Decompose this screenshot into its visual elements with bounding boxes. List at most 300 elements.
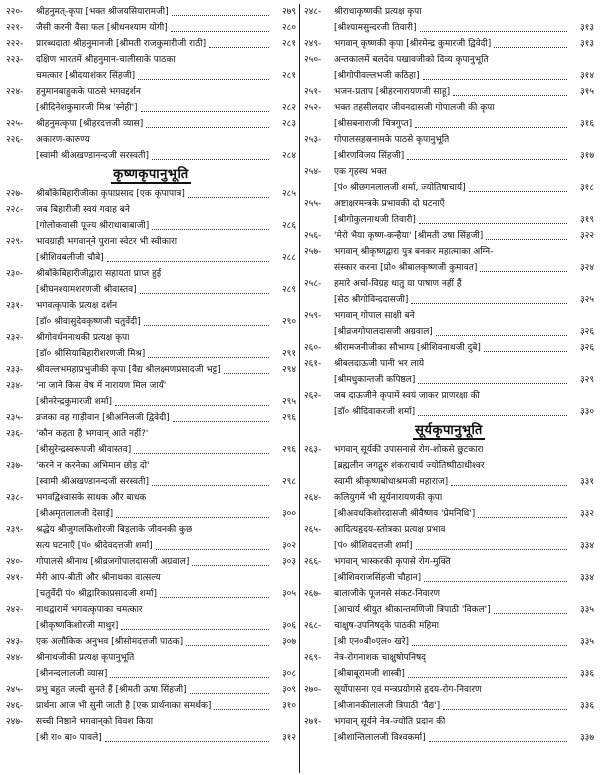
dot-leader [110, 676, 269, 678]
entry-number: २५९- [304, 311, 322, 321]
toc-entry[interactable] [304, 586, 594, 602]
entry-number: २६९- [304, 653, 322, 663]
dot-leader [140, 292, 269, 294]
toc-entry-continuation[interactable] [6, 250, 296, 266]
entry-title: व्रजका वह गाड़ीवान [श्रीअनिलजी द्विवेदी] [36, 413, 170, 423]
entry-number: २६६- [304, 557, 322, 567]
dot-leader [469, 190, 567, 192]
dot-leader [412, 644, 567, 646]
toc-entry-continuation[interactable] [304, 666, 594, 682]
toc-entry-continuation[interactable] [6, 474, 296, 490]
toc-entry-continuation[interactable] [6, 730, 296, 746]
dot-leader [144, 324, 269, 326]
toc-entry-continuation[interactable] [304, 372, 594, 388]
toc-entry[interactable] [6, 698, 296, 714]
page-number: ३०३ [281, 557, 296, 567]
toc-entry-continuation[interactable] [304, 458, 594, 474]
toc-entry[interactable] [6, 132, 296, 148]
toc-entry[interactable] [6, 490, 296, 506]
entry-title: जैसी करनी वैसा फल [श्रीधनश्याम योगी] [36, 23, 168, 33]
toc-entry[interactable] [304, 356, 594, 372]
toc-entry[interactable] [6, 378, 296, 394]
entry-title: श्रीबलदाऊजी पानी भर लाये [334, 359, 425, 369]
entry-title: [श्रीजानकीलालजी त्रिपाठी 'वैद्य'] [334, 701, 441, 711]
dot-leader [419, 222, 567, 224]
entry-title: दक्षिण भारतमें श्रीहनुमान-चालीसाके पाठका [36, 55, 176, 65]
entry-number: २६१- [304, 359, 322, 369]
toc-entry-continuation[interactable] [304, 570, 594, 586]
section-heading-text: सूर्यकृपानुभूति [415, 423, 483, 438]
page-number: २८४ [281, 151, 296, 161]
entry-number: २६७- [304, 589, 322, 599]
toc-entry[interactable] [304, 442, 594, 458]
toc-entry[interactable] [304, 618, 594, 634]
dot-leader [478, 516, 567, 518]
toc-entry[interactable] [304, 714, 594, 730]
page-number: ३०९ [281, 685, 296, 695]
page-number: ३३१ [579, 477, 594, 487]
entry-title: 'कौन कहता है भगवान् आते नहीं?' [36, 429, 149, 439]
dot-leader [148, 356, 269, 358]
toc-entry-continuation[interactable] [304, 730, 594, 746]
entry-title: सच्ची निष्ठाने भगवान्‌को विवश किया [36, 717, 154, 727]
toc-entry-continuation[interactable] [304, 602, 594, 618]
toc-entry[interactable] [304, 276, 594, 292]
dot-leader [486, 238, 567, 240]
entry-title: कलियुगमें भी सूर्यनारायणकी कृपा [334, 493, 443, 503]
toc-entry[interactable] [304, 340, 594, 356]
toc-entry-continuation[interactable] [304, 20, 594, 36]
entry-number: २३३- [6, 365, 24, 375]
entry-title: श्रद्धेय श्रीजुगलकिशोरजी बिड़लाके जीवनकी कुछ [36, 525, 193, 535]
toc-entry-continuation[interactable] [6, 148, 296, 164]
page-number: ३३७ [579, 733, 594, 743]
entry-number: २६४- [304, 493, 322, 503]
page-number: ३१२ [281, 733, 296, 743]
entry-number: २७१- [304, 717, 322, 727]
dot-leader [416, 548, 567, 550]
toc-entry-continuation[interactable] [304, 324, 594, 340]
dot-leader [141, 110, 269, 112]
dot-leader [160, 596, 269, 598]
entry-title: [श्री एन०बी०एल० खरे] [334, 637, 410, 647]
entry-number: २४८- [304, 7, 322, 17]
entry-number: २५२- [304, 103, 322, 113]
entry-title: चाक्षुष-उपनिषद्के पाठकी महिमा [334, 621, 440, 631]
entry-title: एक गृहस्थ भक्त [334, 167, 387, 177]
toc-entry[interactable] [6, 458, 296, 474]
entry-title: प्रारब्धदाता श्रीहनुमानजी [श्रीमती राजकुमारीजी राठी] [36, 39, 207, 49]
entry-title: [श्रीश्यामसुन्दरजी तिवारी] [334, 23, 417, 33]
entry-title: श्रीगोवर्धननाथकी प्रत्यक्ष कृपा [36, 333, 130, 343]
entry-number: २२३- [6, 55, 24, 65]
dot-leader [451, 484, 567, 486]
toc-entry[interactable] [304, 682, 594, 698]
toc-entry[interactable] [6, 116, 296, 132]
dot-leader [116, 516, 269, 518]
entry-title: [श्रीशिवबलीजी चौबे] [36, 253, 104, 263]
dot-leader [224, 372, 269, 374]
entry-title: सूर्योपासना एवं मन्त्रप्रयोगसे हृदय-रोग-निवारण [334, 685, 482, 695]
entry-title: [श्रीशान्तिलालजी विश्वकर्मा] [334, 733, 426, 743]
toc-entry[interactable] [304, 308, 594, 324]
page-number: २८८ [281, 253, 296, 263]
entry-title: [डॉ० श्रीवासुदेवकृष्णजी चतुर्वेदी] [36, 317, 141, 327]
entry-title: चमत्कार [श्रीदयाशंकर सिंहजी] [36, 71, 136, 81]
toc-entry[interactable] [6, 84, 296, 100]
page-number: ३१५ [579, 87, 594, 97]
toc-entry-continuation[interactable] [304, 538, 594, 554]
entry-title: [श्रीघनश्यामशरणजी श्रीवास्तव] [36, 285, 137, 295]
entry-title: अकारण-कारुण्य [36, 135, 90, 145]
entry-title: भावग्राही भगवान्‌ने पुराना स्वेटर भी स्वीकारा [36, 237, 178, 247]
entry-title: भक्त तहसीलदार जीवनदासजी गोपालजी की कृपा [334, 103, 495, 113]
entry-title: श्रीहनुमत्-कृपा [भक्त श्रीजयसियारामजी] [36, 7, 169, 17]
toc-entry[interactable] [6, 602, 296, 618]
entry-number: २४९- [304, 39, 322, 49]
toc-entry[interactable] [304, 490, 594, 506]
entry-number: २३१- [6, 301, 24, 311]
page-number: ३३६ [579, 701, 594, 711]
toc-entry[interactable] [6, 570, 296, 586]
toc-entry[interactable] [304, 522, 594, 538]
page-number: २९० [281, 317, 296, 327]
entry-number: २४२- [6, 605, 24, 615]
entry-number: २५४- [304, 167, 322, 177]
toc-entry[interactable] [6, 234, 296, 250]
page-number: २८९ [281, 285, 296, 295]
entry-title: [श्रीमधुकान्तजी कपिष्ठल] [334, 375, 416, 385]
entry-title: [श्रीअवधकिशोरदासजी श्रीवैष्णव 'प्रेमनिधि'] [334, 509, 476, 519]
entry-title: भजन-प्रताप [श्रीहरनारायणजी साहू] [334, 87, 451, 97]
dot-leader [415, 126, 567, 128]
entry-title: गोपालसहस्रनामके पाठसे कृपानुभूति [334, 135, 450, 145]
toc-entry[interactable] [6, 426, 296, 442]
dot-leader [418, 382, 567, 384]
toc-entry[interactable] [304, 554, 594, 570]
dot-leader [190, 692, 269, 694]
toc-entry-continuation[interactable] [6, 282, 296, 298]
toc-entry-continuation[interactable] [304, 698, 594, 714]
entry-number: २६८- [304, 621, 322, 631]
dot-leader [418, 414, 567, 416]
page-number: ३१६ [579, 119, 594, 129]
dot-leader [121, 628, 269, 630]
entry-title: मेरी आप-बीती और श्रीनाथका वात्सल्य [36, 573, 161, 583]
dot-leader [424, 580, 567, 582]
page-number: ३१८ [579, 183, 594, 193]
entry-number: २२१- [6, 23, 24, 33]
toc-entry[interactable] [6, 522, 296, 538]
toc-entry[interactable] [6, 202, 296, 218]
section-heading [304, 420, 594, 442]
entry-title: सत्य घटनाएँ [पं० श्रीदेवदत्तजी शर्मा] [36, 541, 153, 551]
entry-title: [आचार्य श्रीयुत श्रीकान्तमणिजी त्रिपाठी 'विकल'] [334, 605, 491, 615]
entry-title: 'ना जाने किस वेष में नारायण मिल जायँ' [36, 381, 167, 391]
page-number: ३१९ [579, 215, 594, 225]
entry-title: भगवान् श्रीकृष्णद्वारा पुत्र बनकर महात्माका अग्नि- [334, 247, 494, 257]
toc-entry[interactable] [6, 650, 296, 666]
toc-entry[interactable] [6, 330, 296, 346]
dot-leader [115, 404, 269, 406]
entry-title: [श्रीदिनेशकुमारजी मिश्र 'स्नेही'] [36, 103, 138, 113]
toc-entry[interactable] [6, 410, 296, 426]
entry-title: संस्कार करना [प्रो० श्रीबालकृष्णजी कुमावत] [334, 263, 478, 273]
toc-entry-continuation[interactable] [304, 68, 594, 84]
dot-leader [484, 350, 567, 352]
entry-number: २२६- [6, 135, 24, 145]
entry-number: २३०- [6, 269, 24, 279]
entry-title: [ब्रह्मलीन जगद्गुरु शंकराचार्य ज्योतिष्पीठाधीश्वर [334, 461, 485, 471]
toc-entry-continuation[interactable] [304, 212, 594, 228]
dot-leader [420, 30, 568, 32]
toc-entry[interactable] [304, 196, 594, 212]
toc-entry-continuation[interactable] [6, 666, 296, 682]
entry-title: अन्तकालमें बलदेव पखावजीको दिव्य कृपानुभूति [334, 55, 489, 65]
dot-leader [411, 302, 567, 304]
page-number: ३३२ [579, 509, 594, 519]
dot-leader [186, 644, 269, 646]
toc-entry-continuation[interactable] [304, 180, 594, 196]
toc-entry-continuation[interactable] [304, 404, 594, 420]
toc-entry[interactable] [6, 298, 296, 314]
page-number: ३३५ [579, 605, 594, 615]
entry-number: २४७- [6, 717, 24, 727]
entry-title: [श्रीबाबूरामजी शास्त्री] [334, 669, 405, 679]
page-number: ३१३ [579, 23, 594, 33]
toc-entry-continuation[interactable] [6, 100, 296, 116]
dot-leader [156, 548, 269, 550]
entry-title: अष्टाक्षरमन्त्रके प्रभावकी दो घटनाएँ [334, 199, 445, 209]
toc-entry[interactable] [6, 714, 296, 730]
page-number: ३३५ [579, 637, 594, 647]
entry-number: २७०- [304, 685, 322, 695]
page-number: २९५ [281, 397, 296, 407]
entry-number: २४४- [6, 653, 24, 663]
dot-leader [172, 14, 269, 16]
entry-title: जब बिहारीजी स्वयं गवाह बने [36, 205, 130, 215]
entry-title: श्रीराधाकृष्णकी प्रत्यक्ष कृपा [334, 7, 422, 17]
entry-title: [श्रीसुरेन्द्रस्वरूपजी श्रीवास्तव] [36, 445, 132, 455]
dot-leader [107, 260, 269, 262]
page-number: ३२६ [579, 327, 594, 337]
page-number: ३२६ [579, 343, 594, 353]
entry-title: [श्रीशिवराजसिंहजी चौहान] [334, 573, 422, 583]
dot-leader [146, 126, 269, 128]
toc-entry-continuation[interactable] [304, 116, 594, 132]
toc-entry-continuation[interactable] [304, 506, 594, 522]
entry-title: भगवद्विश्वासके साधक और बाधक [36, 493, 147, 503]
toc-entry[interactable] [6, 682, 296, 698]
dot-leader [173, 420, 269, 422]
entry-title: श्रीनाथजीकी प्रत्यक्ष कृपानुभूति [36, 653, 135, 663]
entry-number: २४०- [6, 557, 24, 567]
section-heading-text: कृष्णकृपानुभूति [113, 167, 189, 182]
toc-entry[interactable] [304, 36, 594, 52]
entry-title: भगवान् गोपाल साक्षी बने [334, 311, 415, 321]
page-number: ३२२ [579, 231, 594, 241]
entry-title: प्रार्थना आज भी सुनी जाती है [एक प्रार्थनाका समर्थक] [36, 701, 212, 711]
entry-title: [स्वामी श्रीअखण्डानन्दजी सरस्वती] [36, 151, 149, 161]
toc-entry-continuation[interactable] [304, 148, 594, 164]
toc-entry-continuation[interactable] [304, 292, 594, 308]
toc-entry[interactable] [304, 244, 594, 260]
entry-title: [पं० श्रीशिवदत्तजी शर्मा] [334, 541, 413, 551]
entry-number: २४५- [6, 685, 24, 695]
dot-leader [443, 708, 567, 710]
entry-title: [डॉ० श्रीदिवाकरजी शर्मा] [334, 407, 416, 417]
page-number: ३१४ [579, 71, 594, 81]
entry-number: २६२- [304, 391, 322, 401]
page-number: २८१ [281, 39, 296, 49]
entry-title: [श्रीनरेन्द्रकुमारजी शर्मा] [36, 397, 112, 407]
entry-title: [श्रीनन्दलालजी व्यास] [36, 669, 108, 679]
entry-title: [श्रीसबनाराजी चित्रगुप्त] [334, 119, 413, 129]
dot-leader [429, 740, 567, 742]
page-number: ३०२ [281, 541, 296, 551]
entry-title: [श्री रा० बा० पावले] [36, 733, 102, 743]
page-number: २८५ [281, 189, 296, 199]
dot-leader [453, 94, 567, 96]
toc-entry[interactable] [304, 84, 594, 100]
entry-title: [श्रीरणविजय सिंहजी] [334, 151, 405, 161]
entry-number: २२२- [6, 39, 24, 49]
entry-title: गोपालसे श्रीनाथ [श्रीव्रजगोपालदासजी अग्रवाल] [36, 557, 190, 567]
toc-entry-continuation[interactable] [6, 218, 296, 234]
entry-number: २५३- [304, 135, 322, 145]
entry-number: २५१- [304, 87, 322, 97]
toc-entry[interactable] [304, 164, 594, 180]
entry-number: २३२- [6, 333, 24, 343]
dot-leader [138, 78, 269, 80]
entry-title: 'मेरो भैया कृष्ण-कन्हैया' [श्रीमती उषा सिंहजी] [334, 231, 484, 241]
entry-number: २४६- [6, 701, 24, 711]
entry-title: [श्रीअमृतलालजी देसाई] [36, 509, 114, 519]
toc-entry-continuation[interactable] [304, 634, 594, 650]
page-number: २९४ [281, 365, 296, 375]
toc-entry[interactable] [6, 20, 296, 36]
toc-entry[interactable] [304, 4, 594, 20]
toc-entry-continuation[interactable] [6, 394, 296, 410]
entry-title: [श्रीकृष्णकिशोरजी माथुर] [36, 621, 119, 631]
page-number: २८० [281, 23, 296, 33]
entry-title: श्रीबाँकेबिहारीजीका कृपाप्रसाद [एक कृपापात्र] [36, 189, 185, 199]
entry-title: आदित्यहृदय-स्तोत्रका प्रत्यक्ष प्रभाव [334, 525, 446, 535]
toc-entry-continuation[interactable] [304, 474, 594, 490]
dot-leader [214, 708, 269, 710]
entry-title: [पं० श्रीछगनलालजी शर्मा, ज्योतिषाचार्य] [334, 183, 466, 193]
page-number: ३३० [579, 407, 594, 417]
page-number: २८२ [281, 103, 296, 113]
toc-entry[interactable] [6, 266, 296, 282]
dot-leader [192, 564, 269, 566]
entry-number: २२७- [6, 189, 24, 199]
toc-entry[interactable] [6, 4, 296, 20]
page-number: २९१ [281, 349, 296, 359]
dot-leader [152, 158, 269, 160]
dot-leader [171, 30, 269, 32]
toc-entry-continuation[interactable] [6, 506, 296, 522]
toc-entry[interactable] [304, 388, 594, 404]
entry-number: २६३- [304, 445, 322, 455]
toc-entry-continuation[interactable] [6, 442, 296, 458]
entry-number: २६५- [304, 525, 322, 535]
entry-number: २३९- [6, 525, 24, 535]
entry-title: श्रीवल्लभमहाप्रभुजीकी कृपा [वैद्य श्रीलक्ष्मणप्रसादजी भट्ट] [36, 365, 221, 375]
entry-number: २२०- [6, 7, 24, 17]
toc-entry[interactable] [6, 36, 296, 52]
entry-number: २३८- [6, 493, 24, 503]
section-heading [6, 164, 296, 186]
toc-entry[interactable] [304, 132, 594, 148]
page-number: २९६ [281, 413, 296, 423]
toc-entry-continuation[interactable] [6, 586, 296, 602]
toc-entry[interactable] [304, 228, 594, 244]
entry-title: [डॉ० श्रीसियाबिहारीशरणजी मिश्र] [36, 349, 146, 359]
dot-leader [436, 334, 567, 336]
toc-right-column [300, 4, 594, 773]
dot-leader [423, 78, 567, 80]
toc-entry[interactable] [6, 634, 296, 650]
dot-leader [152, 484, 269, 486]
page-number: २८६ [281, 221, 296, 231]
page-number: ३०५ [281, 589, 296, 599]
toc-entry-continuation[interactable] [6, 618, 296, 634]
dot-leader [188, 196, 269, 198]
toc-entry-continuation[interactable] [6, 314, 296, 330]
entry-number: २५८- [304, 279, 322, 289]
page-number: ३०८ [281, 669, 296, 679]
entry-number: २५५- [304, 199, 322, 209]
entry-title: नाथद्वारामें भगवत्कृपाका चमत्कार [36, 605, 143, 615]
toc-entry-continuation[interactable] [6, 538, 296, 554]
entry-number: २३७- [6, 461, 24, 471]
toc-entry[interactable] [6, 186, 296, 202]
entry-number: २३५- [6, 413, 24, 423]
entry-number: २६०- [304, 343, 322, 353]
page-number: २८१ [281, 71, 296, 81]
entry-number: २३६- [6, 429, 24, 439]
entry-title: [श्रीगोकुलनाथजी तिवारी] [334, 215, 416, 225]
entry-title: 'करने न करनेका अभिमान छोड़ दो' [36, 461, 150, 471]
toc-entry[interactable] [304, 52, 594, 68]
page-number: ३२४ [579, 263, 594, 273]
toc-entry[interactable] [304, 100, 594, 116]
toc-entry[interactable] [304, 650, 594, 666]
toc-entry[interactable] [6, 362, 296, 378]
entry-title: बालाजीके पूजनसे संकट-निवारण [334, 589, 441, 599]
page-number: ३३४ [579, 541, 594, 551]
page-number: २८३ [281, 119, 296, 129]
entry-title: भगवान् कृष्णकी कृपा [श्रीरमेन्द्र कुमारजी द्विवेदी] [334, 39, 492, 49]
entry-number: २२४- [6, 87, 24, 97]
entry-title: एक अलौकिक अनुभव [श्रीसोमदत्तजी पाठक] [36, 637, 184, 647]
toc-entry-continuation[interactable] [6, 68, 296, 84]
dot-leader [408, 676, 567, 678]
toc-left-column [6, 4, 300, 773]
toc-entry[interactable] [6, 554, 296, 570]
dot-leader [134, 452, 269, 454]
dot-leader [494, 612, 567, 614]
entry-title: भगवत्कृपाके प्रत्यक्ष दर्शन [36, 301, 118, 311]
entry-title: हनुमानबाहुकके पाठसे भगवद्दर्शन [36, 87, 141, 97]
toc-entry[interactable] [6, 52, 296, 68]
toc-entry-continuation[interactable] [6, 346, 296, 362]
entry-title: [स्वामी श्रीअखण्डानन्दजी सरस्वती] [36, 477, 149, 487]
toc-entry-continuation[interactable] [304, 260, 594, 276]
entry-title: भगवान् सूर्यकी उपासनासे रोग-शोकसे छुटकारा [334, 445, 484, 455]
entry-number: २२९- [6, 237, 24, 247]
